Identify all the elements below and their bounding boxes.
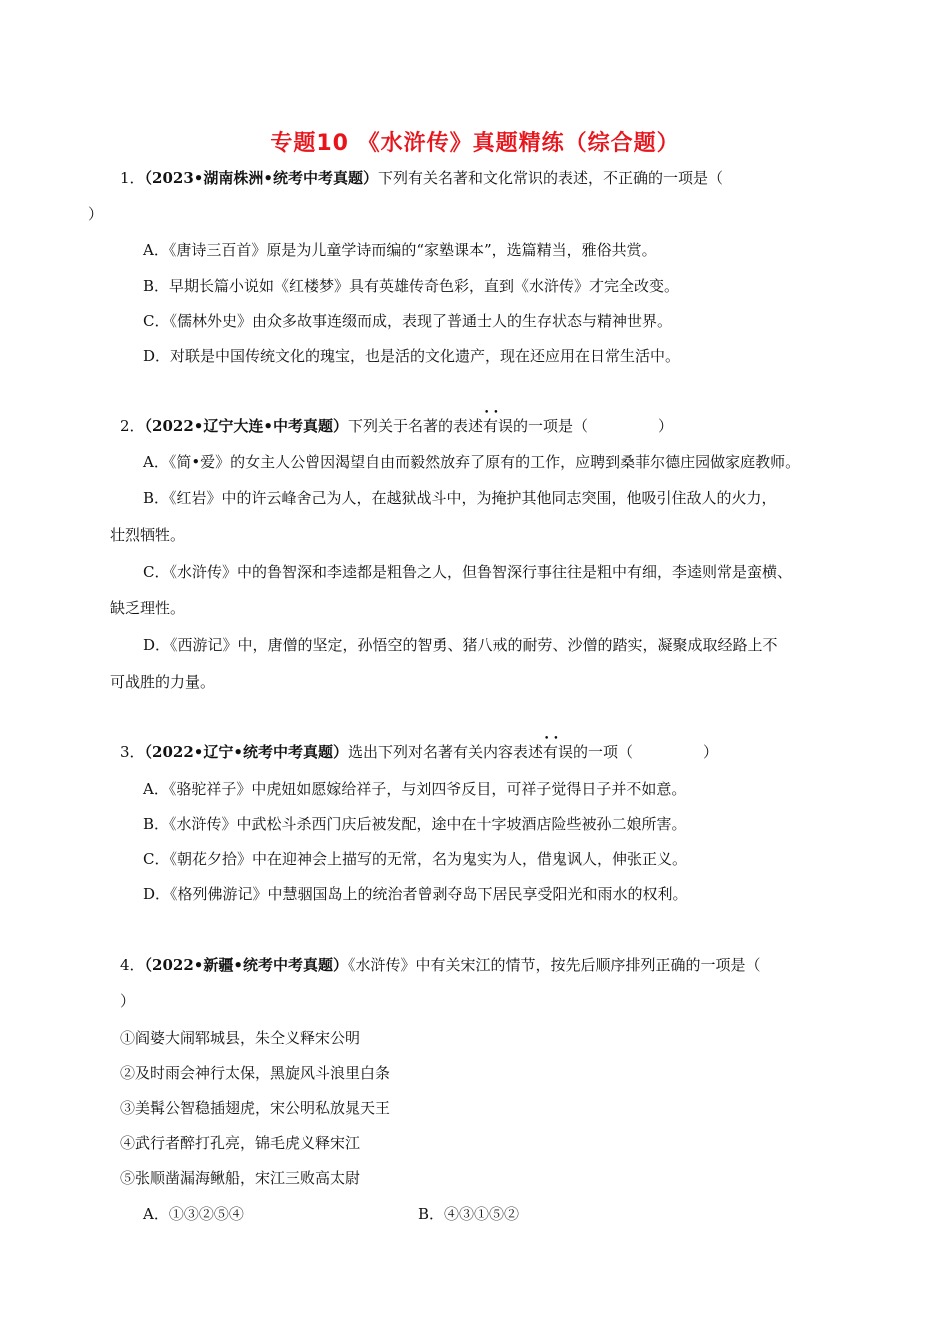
question-3-option-b: B．《水浒传》中武松斗杀西门庆后被发配，途中在十字坡酒店险些被孙二娘所害。 [143, 815, 687, 833]
question-number: 1． [120, 169, 145, 187]
question-4-option-b: B．④③①⑤② [418, 1205, 520, 1223]
question-2-option-b-cont: 壮烈牺牲。 [110, 526, 186, 544]
answer-paren-close: ） [703, 743, 719, 761]
question-1-stem [120, 168, 723, 188]
list-item: ①阎婆大闹郓城县，朱仝义释宋公明 [120, 1029, 361, 1047]
question-number: 2． [120, 417, 145, 435]
emphasis-text: 有误 •• [483, 416, 513, 436]
list-item: ③美髯公智稳插翅虎，宋公明私放晁天王 [120, 1099, 391, 1117]
question-3-stem [120, 742, 718, 762]
question-3-option-c: C．《朝花夕拾》中在迎神会上描写的无常，名为鬼实为人，借鬼讽人，伸张正义。 [143, 850, 687, 868]
question-text: 下列有关名著和文化常识的表述，不正确的一项是（ [377, 169, 723, 187]
question-source: （2023•湖南株洲•统考中考真题） [144, 169, 378, 187]
question-number: 4． [120, 956, 145, 974]
question-source: （2022•新疆•统考中考真题） [144, 956, 348, 974]
question-2-option-a: A．《简•爱》的女主人公曾因渴望自由而毅然放弃了原有的工作，应聘到桑菲尔德庄园做家庭教师。 [143, 453, 801, 471]
question-3-option-a: A．《骆驼祥子》中虎妞如愿嫁给祥子，与刘四爷反目，可祥子觉得日子并不如意。 [143, 780, 687, 798]
question-2-option-d-cont: 可战胜的力量。 [110, 673, 216, 691]
list-item: ⑤张顺凿漏海鳅船，宋江三败高太尉 [120, 1169, 361, 1187]
list-item: ④武行者醉打孔亮，锦毛虎义释宋江 [120, 1134, 361, 1152]
question-2-option-c: C．《水浒传》中的鲁智深和李逵都是粗鲁之人，但鲁智深行事往往是粗中有细，李逵则常是蛮横、 [143, 563, 792, 581]
question-text: 下列关于名著的表述 [347, 417, 483, 435]
question-source: （2022•辽宁大连•中考真题） [144, 417, 348, 435]
question-1-option-d: D．对联是中国传统文化的瑰宝，也是活的文化遗产，现在还应用在日常生活中。 [143, 347, 681, 365]
question-1-option-b: B．早期长篇小说如《红楼梦》具有英雄传奇色彩，直到《水浒传》才完全改变。 [143, 277, 680, 295]
question-text: 选出下列对名著有关内容表述 [347, 743, 543, 761]
question-3-option-d: D．《格列佛游记》中慧骃国岛上的统治者曾剥夺岛下居民享受阳光和雨水的权利。 [143, 885, 688, 903]
question-4-paren-close: ） [120, 992, 136, 1010]
question-number: 3． [120, 743, 145, 761]
list-item: ②及时雨会神行太保，黑旋风斗浪里白条 [120, 1064, 391, 1082]
question-2-option-c-cont: 缺乏理性。 [110, 599, 186, 617]
question-2-stem [120, 416, 673, 436]
question-2-option-d: D．《西游记》中，唐僧的坚定，孙悟空的智勇、猪八戒的耐劳、沙僧的踏实，凝聚成取经路上不 [143, 636, 778, 654]
question-4-stem [120, 955, 761, 975]
question-4-option-a: A．①③②⑤④ [143, 1205, 244, 1223]
question-1-option-c: C．《儒林外史》由众多故事连缀而成，表现了普通士人的生存状态与精神世界。 [143, 312, 672, 330]
question-text-tail: 的一项是（ [513, 417, 589, 435]
question-text: 《水浒传》中有关宋江的情节，按先后顺序排列正确的一项是（ [347, 956, 761, 974]
emphasis-text: 有误 •• [543, 742, 573, 762]
question-text-tail: 的一项（ [573, 743, 634, 761]
question-source: （2022•辽宁•统考中考真题） [144, 743, 348, 761]
answer-paren-close: ） [658, 417, 674, 435]
question-2-option-b: B．《红岩》中的许云峰舍己为人，在越狱战斗中，为掩护其他同志突围，他吸引住敌人的火力， [143, 489, 777, 507]
question-1-option-a: A．《唐诗三百首》原是为儿童学诗而编的“家塾课本”，选篇精当，雅俗共赏。 [143, 241, 657, 259]
question-1-paren-close: ） [88, 205, 104, 223]
page-title: 专题10 《水浒传》真题精练（综合题） [270, 131, 680, 156]
